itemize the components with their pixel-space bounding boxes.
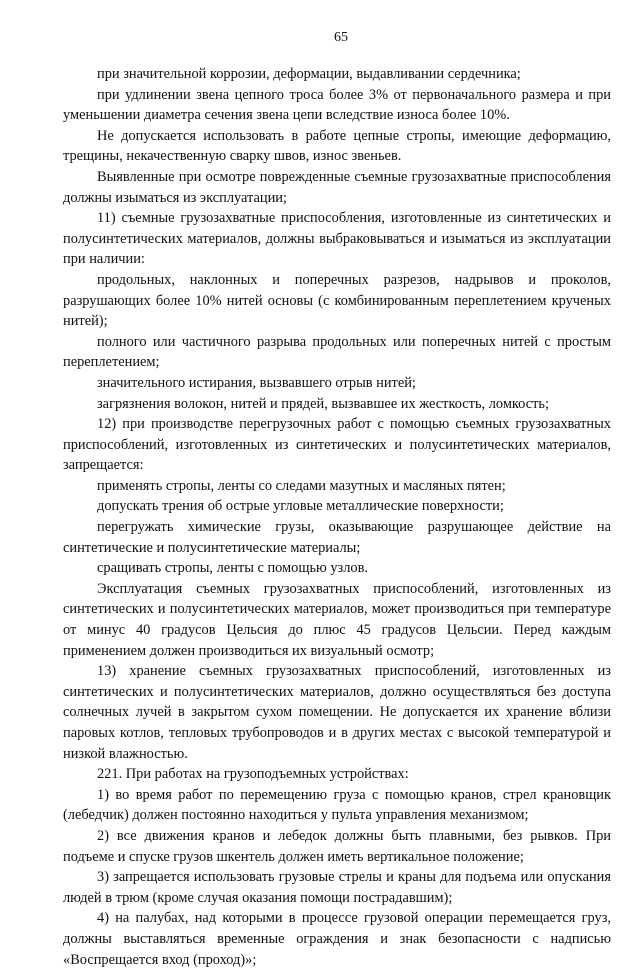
paragraph: перегружать химические грузы, оказывающие разрушающее действие на синтетические и полусинтетические материалы; <box>63 519 611 556</box>
paragraph: при значительной коррозии, деформации, выдавливании сердечника; <box>97 66 521 82</box>
page-number: 65 <box>334 30 348 45</box>
paragraph: допускать трения об острые угловые металлические поверхности; <box>97 498 504 515</box>
paragraph: 2) все движения кранов и лебедок должны быть плавными, без рывков. При подъеме и спуске грузов шкентель должен иметь вертикальное положение; <box>63 827 611 865</box>
paragraph: загрязнения волокон, нитей и прядей, вызвавшее их жесткость, ломкость; <box>97 395 549 412</box>
paragraph: применять стропы, ленты со следами мазутных и масляных пятен; <box>97 477 506 494</box>
paragraph: Не допускается использовать в работе цепные стропы, имеющие деформацию, трещины, некачественную сварку швов, износ звеньев. <box>63 127 611 165</box>
paragraph: 221. При работах на грузоподъемных устройствах: <box>97 766 409 783</box>
paragraph: Эксплуатация съемных грузозахватных приспособлений, изготовленных из синтетических и полусинтетических материалов, может производиться при температуре от минус 40 градусов Цельсия до плюс 45 градусов Цельсии. Перед каждым применением должен производиться их визуальный осмотр; <box>63 580 611 659</box>
document-page <box>63 0 611 970</box>
paragraph: сращивать стропы, ленты с помощью узлов. <box>97 560 369 577</box>
paragraph: 13) хранение съемных грузозахватных приспособлений, изготовленных из синтетических и полусинтетических материалов, должно осуществляться без доступа солнечных лучей в закрытом сухом помещении. Не допускается их хранение вблизи паровых котлов, тепловых трубопроводов и в других местах с высокой температурой и низкой влажностью. <box>63 663 611 762</box>
paragraph: значительного истирания, вызвавшего отрыв нитей; <box>97 374 416 391</box>
paragraph: 4) на палубах, над которыми в процессе грузовой операции перемещается груз, должны выставляться временные ограждения и знак безопасности с надписью «Воспрещается вход (проход)»; <box>63 910 611 968</box>
paragraph: при удлинении звена цепного троса более 3% от первоначального размера и при уменьшении диаметра сечения звена цепи вследствие износа более 10%. <box>63 86 611 124</box>
paragraph: полного или частичного разрыва продольных или поперечных нитей с простым переплетением; <box>63 333 611 371</box>
paragraph: 11) съемные грузозахватные приспособления, изготовленные из синтетических и полусинтетических материалов, должны выбраковываться и изыматься из эксплуатации при наличии: <box>63 210 611 268</box>
paragraph: 1) во время работ по перемещению груза с помощью кранов, стрел крановщик (лебедчик) должен постоянно находиться у пульта управления механизмом; <box>63 786 611 824</box>
paragraph: продольных, наклонных и поперечных разрезов, надрывов и проколов, разрушающих более 10% нитей основы (с комбинированным переплетением крученых нитей); <box>63 271 611 330</box>
body-text <box>63 64 611 970</box>
paragraph: 3) запрещается использовать грузовые стрелы и краны для подъема или опускания людей в трюм (кроме случая оказания помощи пострадавшим); <box>63 869 611 906</box>
paragraph: 12) при производстве перегрузочных работ с помощью съемных грузозахватных приспособлений, изготовленных из синтетических и полусинтетических материалов, запрещается: <box>63 416 611 474</box>
paragraph: Выявленные при осмотре поврежденные съемные грузозахватные приспособления должны изыматься из эксплуатации; <box>63 168 611 206</box>
